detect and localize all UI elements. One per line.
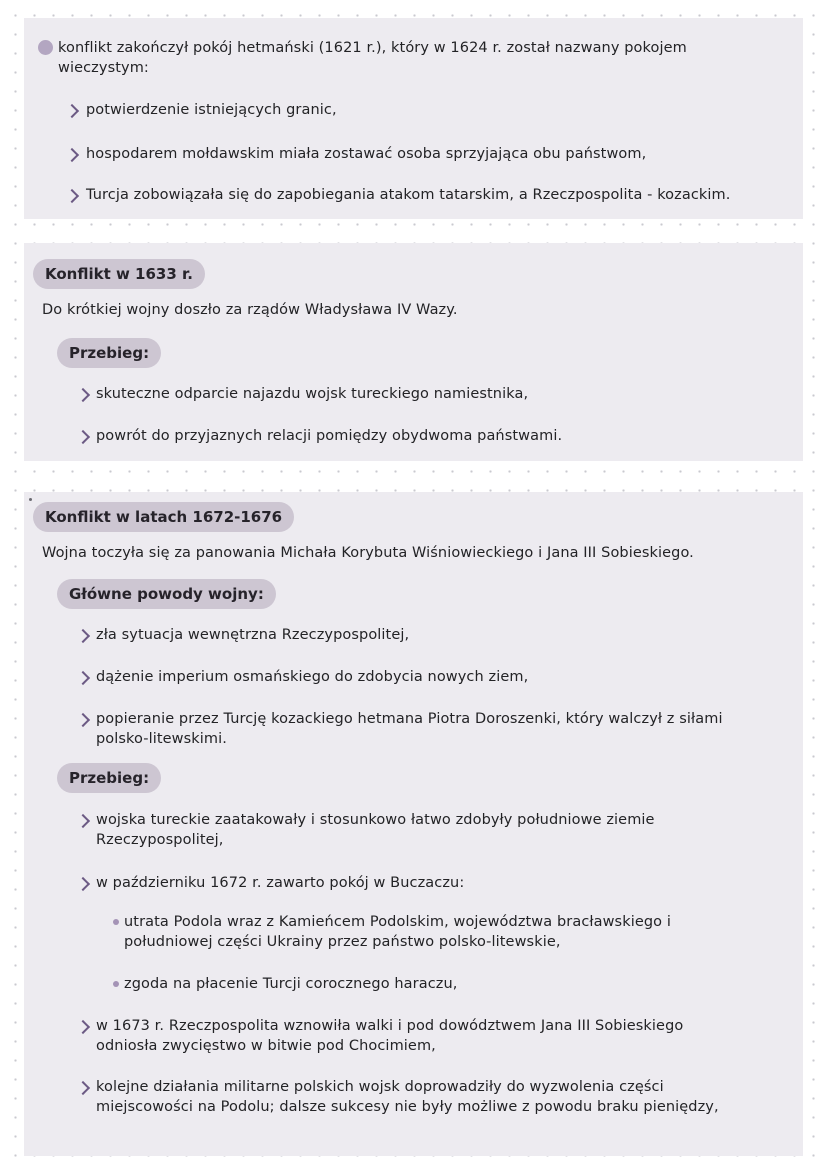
section-2-title: Konflikt w 1633 r. xyxy=(33,259,205,289)
list-item: hospodarem mołdawskim miała zostawać osoba sprzyjająca obu państwom, xyxy=(86,146,647,162)
sub-bullet-icon xyxy=(113,919,119,925)
list-item: popieranie przez Turcję kozackiego hetmana Piotra Doroszenki, który walczył z siłami xyxy=(96,711,723,727)
list-item: w październiku 1672 r. zawarto pokój w Buczaczu: xyxy=(96,875,465,891)
list-item: potwierdzenie istniejących granic, xyxy=(86,102,337,118)
list-item-cont: miejscowości na Podolu; dalsze sukcesy nie były możliwe z powodu braku pieniędzy, xyxy=(96,1099,719,1115)
list-item-cont: polsko-litewskimi. xyxy=(96,731,227,747)
list-item: wojska tureckie zaatakowały i stosunkowo łatwo zdobyły południowe ziemie xyxy=(96,812,655,828)
list-item: kolejne działania militarne polskich wojsk doprowadziły do wyzwolenia części xyxy=(96,1079,664,1095)
list-item-cont: Rzeczypospolitej, xyxy=(96,832,224,848)
section-3-intro: Wojna toczyła się za panowania Michała Korybuta Wiśniowieckiego i Jana III Sobieskiego. xyxy=(42,545,694,561)
list-item: zła sytuacja wewnętrzna Rzeczypospolitej, xyxy=(96,627,410,643)
list-item: skuteczne odparcie najazdu wojsk tureckiego namiestnika, xyxy=(96,386,529,402)
sub-list-item: utrata Podola wraz z Kamieńcem Podolskim, województwa bracławskiego i xyxy=(124,914,671,930)
list-item: powrót do przyjaznych relacji pomiędzy obydwoma państwami. xyxy=(96,428,563,444)
sub-bullet-icon xyxy=(113,981,119,987)
section-3-title: Konflikt w latach 1672-1676 xyxy=(33,502,294,532)
section-1-intro: konflikt zakończył pokój hetmański (1621 r.), który w 1624 r. został nazwany pokojem xyxy=(58,40,687,56)
bullet-dot-icon xyxy=(38,40,53,55)
course-label: Przebieg: xyxy=(57,763,161,793)
section-2-intro: Do krótkiej wojny doszło za rządów Władysława IV Wazy. xyxy=(42,302,458,318)
sub-list-item-cont: południowej części Ukrainy przez państwo polsko-litewskie, xyxy=(124,934,561,950)
reasons-label: Główne powody wojny: xyxy=(57,579,276,609)
list-item-cont: odniosła zwycięstwo w bitwie pod Chocimiem, xyxy=(96,1038,436,1054)
course-label: Przebieg: xyxy=(57,338,161,368)
list-item: dążenie imperium osmańskiego do zdobycia nowych ziem, xyxy=(96,669,529,685)
list-item: w 1673 r. Rzeczpospolita wznowiła walki i pod dowództwem Jana III Sobieskiego xyxy=(96,1018,684,1034)
sub-list-item: zgoda na płacenie Turcji corocznego haraczu, xyxy=(124,976,458,992)
section-1-intro-cont: wieczystym: xyxy=(58,60,149,76)
list-item: Turcja zobowiązała się do zapobiegania atakom tatarskim, a Rzeczpospolita - kozackim. xyxy=(86,187,731,203)
stray-dot xyxy=(29,498,32,501)
